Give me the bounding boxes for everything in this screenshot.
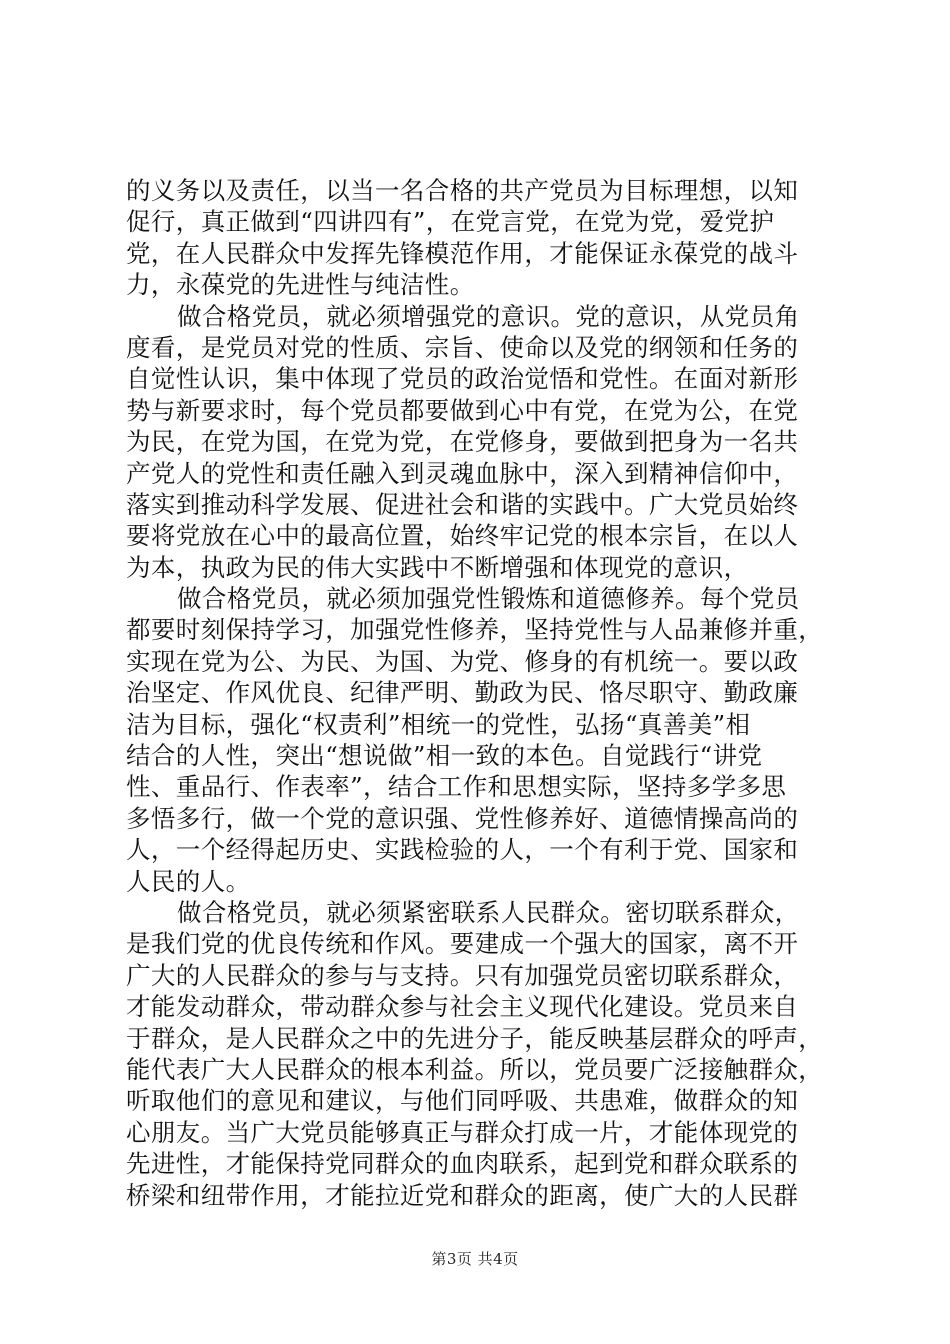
text-line: 于群众，是人民群众之中的先进分子，能反映基层群众的呼声， <box>126 1023 824 1053</box>
text-line: 都要时刻保持学习，加强党性修养，坚持党性与人品兼修并重， <box>126 615 824 645</box>
text-line: 为本，执政为民的伟大实践中不断增强和体现党的意识， <box>126 552 749 582</box>
text-line: 能代表广大人民群众的根本利益。所以，党员要广泛接触群众， <box>126 1054 824 1084</box>
text-line: 性、重品行、作表率”，结合工作和思想实际，坚持多学多思 <box>126 772 787 802</box>
text-line: 度看，是党员对党的性质、宗旨、使命以及党的纲领和任务的 <box>126 332 799 362</box>
text-line: 洁为目标，强化“权责利”相统一的党性，弘扬“真善美”相 <box>126 709 751 739</box>
text-line: 广大的人民群众的参与与支持。只有加强党员密切联系群众， <box>126 960 799 990</box>
text-line: 为民，在党为国，在党为党，在党修身，要做到把身为一名共 <box>126 427 799 457</box>
text-line: 人民的人。 <box>126 866 251 896</box>
text-line: 人，一个经得起历史、实践检验的人，一个有利于党、国家和 <box>126 835 799 865</box>
text-line: 产党人的党性和责任融入到灵魂血脉中，深入到精神信仰中， <box>126 458 799 488</box>
text-line: 要将党放在心中的最高位置，始终牢记党的根本宗旨，在以人 <box>126 521 799 551</box>
paragraph-start-line: 做合格党员，就必须增强党的意识。党的意识，从党员角 <box>177 301 800 331</box>
text-line: 结合的人性，突出“想说做”相一致的本色。自觉践行“讲党 <box>126 741 763 771</box>
paragraph-start-line: 做合格党员，就必须紧密联系人民群众。密切联系群众， <box>177 897 800 927</box>
text-line: 多悟多行，做一个党的意识强、党性修养好、道德情操高尚的 <box>126 803 799 833</box>
text-line: 桥梁和纽带作用，才能拉近党和群众的距离，使广大的人民群 <box>126 1180 799 1210</box>
text-line: 的义务以及责任，以当一名合格的共产党员为目标理想，以知 <box>126 176 799 205</box>
text-line: 心朋友。当广大党员能够真正与群众打成一片，才能体现党的 <box>126 1117 799 1147</box>
text-line: 落实到推动科学发展、促进社会和谐的实践中。广大党员始终 <box>126 489 799 519</box>
text-line: 是我们党的优良传统和作风。要建成一个强大的国家，离不开 <box>126 929 799 959</box>
text-line: 势与新要求时，每个党员都要做到心中有党，在党为公，在党 <box>126 395 799 425</box>
page-number-footer: 第3页 共4页 <box>431 1250 519 1268</box>
paragraph-start-line: 做合格党员，就必须加强党性锻炼和道德修养。每个党员 <box>177 584 800 614</box>
text-line: 听取他们的意见和建议，与他们同呼吸、共患难，做群众的知 <box>126 1086 799 1116</box>
text-line: 才能发动群众，带动群众参与社会主义现代化建设。党员来自 <box>126 992 799 1022</box>
text-line: 党，在人民群众中发挥先锋模范作用，才能保证永葆党的战斗 <box>126 238 799 268</box>
text-line: 促行，真正做到“四讲四有”，在党言党，在党为党，爱党护 <box>126 207 775 237</box>
body-text <box>126 175 826 1211</box>
text-line: 治坚定、作风优良、纪律严明、勤政为民、恪尽职守、勤政廉 <box>126 678 799 708</box>
text-line: 力，永葆党的先进性与纯洁性。 <box>126 270 475 300</box>
text-line: 实现在党为公、为民、为国、为党、修身的有机统一。要以政 <box>126 646 799 676</box>
text-line: 先进性，才能保持党同群众的血肉联系，起到党和群众联系的 <box>126 1149 799 1179</box>
text-line: 自觉性认识，集中体现了党员的政治觉悟和党性。在面对新形 <box>126 364 799 394</box>
